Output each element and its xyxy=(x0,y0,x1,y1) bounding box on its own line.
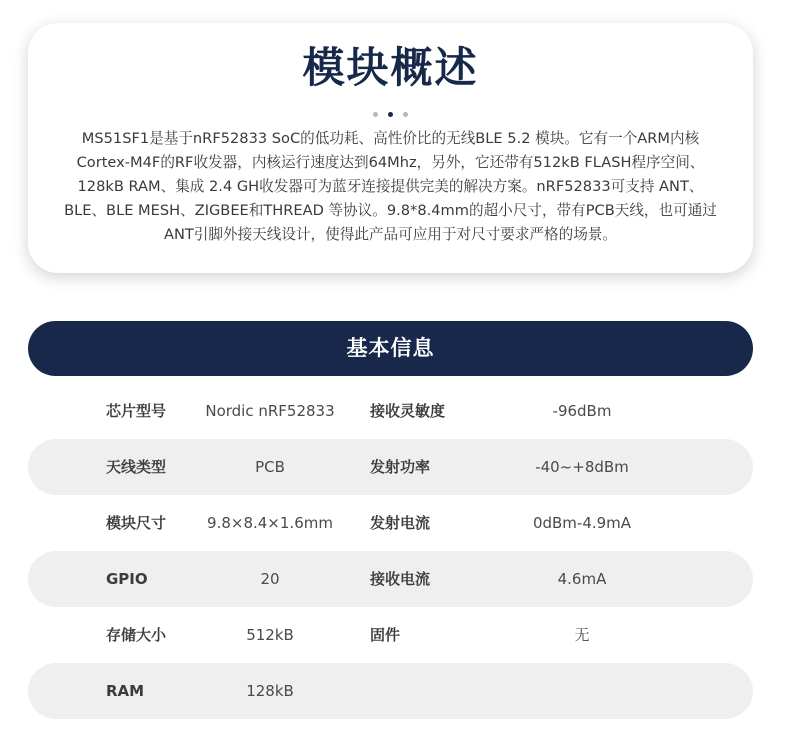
spec-value xyxy=(498,663,666,719)
spec-value: -96dBm xyxy=(552,402,612,420)
spec-label: 模块尺寸 xyxy=(106,514,167,532)
spec-row xyxy=(28,383,753,439)
spec-row xyxy=(28,663,753,719)
spec-value: -40~+8dBm xyxy=(535,458,629,476)
carousel-dot-active[interactable] xyxy=(388,112,393,117)
spec-value: 9.8×8.4×1.6mm xyxy=(207,514,333,532)
spec-value: 4.6mA xyxy=(557,570,607,588)
carousel-dot[interactable] xyxy=(403,112,408,117)
spec-label: 芯片型号 xyxy=(106,402,167,420)
spec-label: 存储大小 xyxy=(106,626,167,644)
carousel-indicator xyxy=(28,104,753,112)
carousel-dot[interactable] xyxy=(373,112,378,117)
spec-label: 接收电流 xyxy=(370,570,431,588)
overview-card xyxy=(28,23,753,273)
basic-info-header: 基本信息 xyxy=(28,321,753,376)
overview-description: MS51SF1是基于nRF52833 SoC的低功耗、高性价比的无线BLE 5.2 模块。它有一个ARM内核Cortex-M4F的RF收发器，内核运行速度达到64Mhz，另外，它还带有512kB FLASH程序空间、128kB RAM、集成 2.4 GH收发器可为蓝牙连接提供完美的解决方案。nRF52833可支持 ANT、BLE、BLE MESH、ZIGBEE和THREAD 等协议。9.8*8.4mm的超小尺寸，带有PCB天线，也可通过ANT引脚外接天线设计，使得此产品可应用于对尺寸要求严格的场景。 xyxy=(64,130,717,243)
spec-row xyxy=(28,495,753,551)
spec-row xyxy=(28,439,753,495)
spec-table xyxy=(28,383,753,719)
spec-value: 512kB xyxy=(246,626,294,644)
spec-label: 固件 xyxy=(370,626,401,644)
spec-label: RAM xyxy=(106,682,145,700)
spec-value: 128kB xyxy=(246,682,294,700)
spec-label: GPIO xyxy=(106,570,148,588)
spec-label: 天线类型 xyxy=(106,458,167,476)
spec-value: PCB xyxy=(255,458,285,476)
spec-label: 发射电流 xyxy=(370,514,431,532)
spec-value: 20 xyxy=(260,570,280,588)
overview-title: 模块概述 xyxy=(302,43,479,92)
spec-value: 0dBm-4.9mA xyxy=(532,514,632,532)
spec-label: 接收灵敏度 xyxy=(370,402,446,420)
spec-row xyxy=(28,551,753,607)
spec-row xyxy=(28,607,753,663)
spec-value: 无 xyxy=(574,626,590,644)
spec-label: 发射功率 xyxy=(370,458,431,476)
spec-value: Nordic nRF52833 xyxy=(205,402,335,420)
